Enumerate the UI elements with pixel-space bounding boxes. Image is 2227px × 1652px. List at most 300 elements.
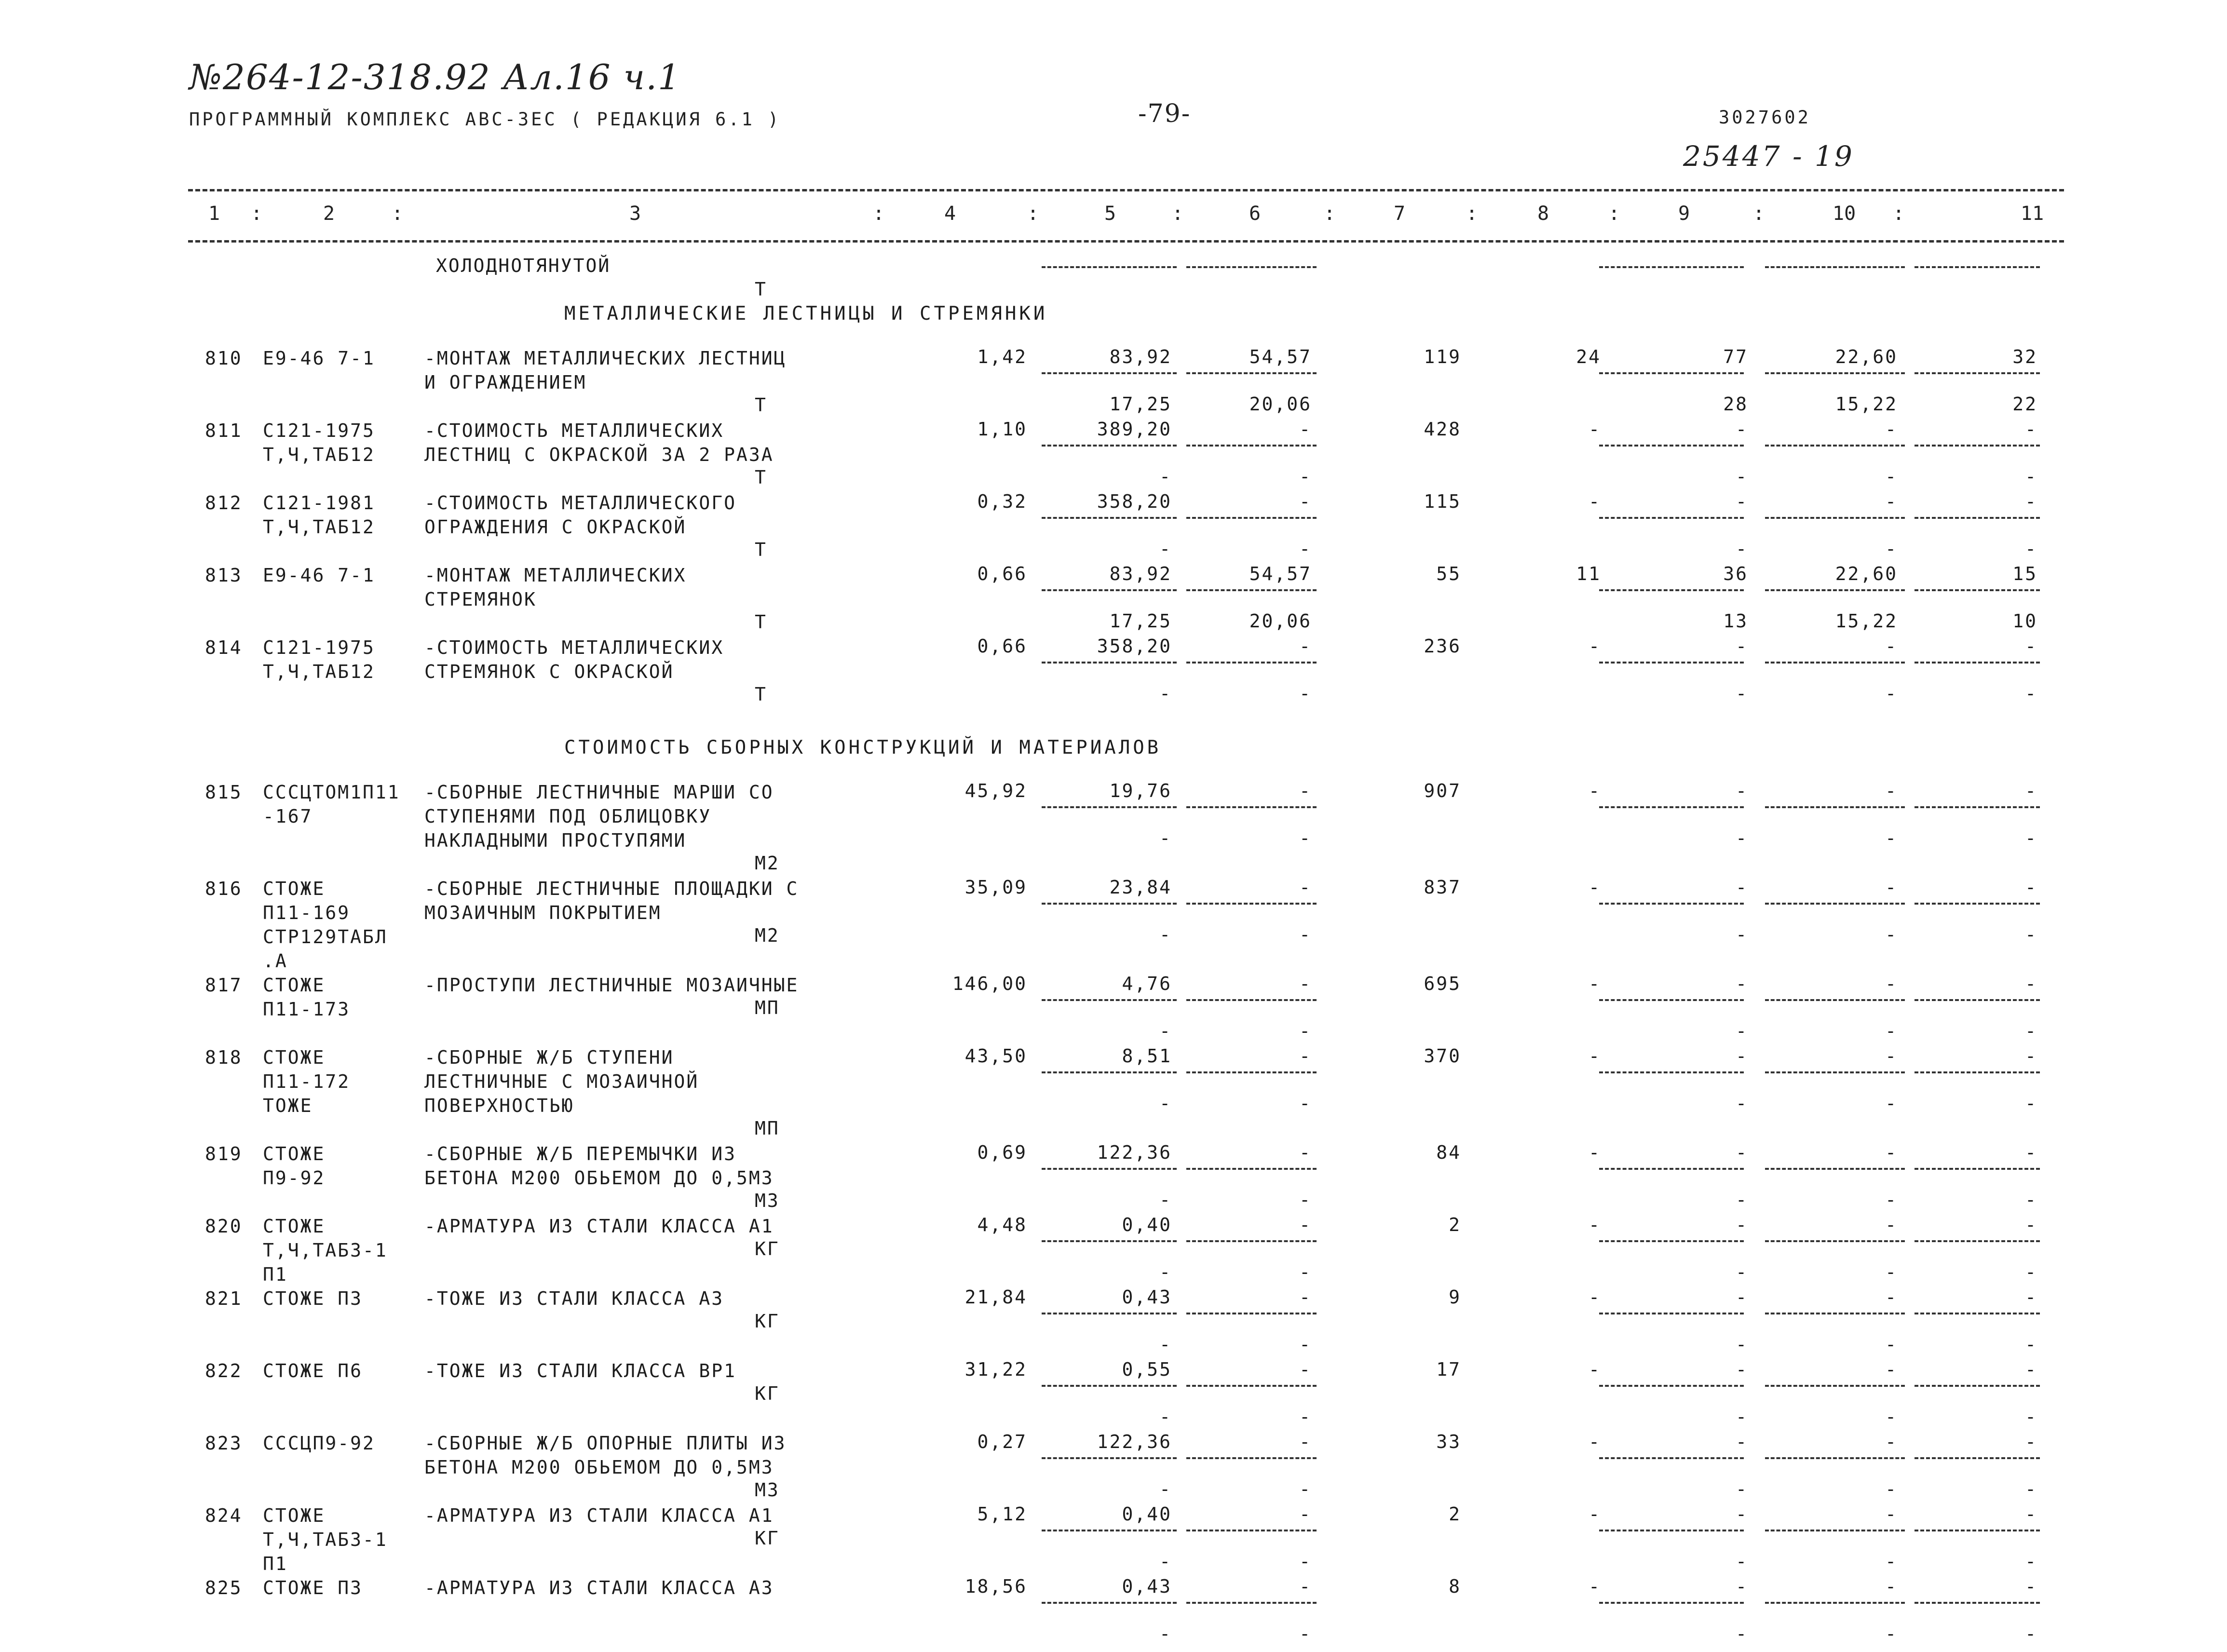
labor-cost: - (1885, 877, 1898, 898)
row-number: 821 (205, 1288, 243, 1309)
cell-divider (1042, 1457, 1177, 1459)
cell-divider (1186, 1602, 1317, 1604)
cell-divider (1599, 445, 1744, 447)
section-title-ladders: МЕТАЛЛИЧЕСКИЕ ЛЕСТНИЦЫ И СТРЕМЯНКИ (564, 303, 1048, 325)
labor-cost: - (1885, 1359, 1898, 1380)
cell-divider (1915, 445, 2040, 447)
cell-divider (1042, 903, 1177, 905)
document-code: 3027602 (1719, 107, 1811, 128)
total-wage: - (1589, 780, 1601, 801)
rate-code: СТОЖЕ П3 (263, 1288, 363, 1309)
column-number: 8 (1537, 203, 1549, 225)
labor-cost-sub: - (1885, 466, 1898, 487)
unit-wage: - (1299, 1431, 1312, 1452)
total-wage: - (1589, 1503, 1601, 1525)
labor-cost: - (1885, 419, 1898, 440)
column-number: 7 (1394, 203, 1406, 225)
row-number: 818 (205, 1047, 243, 1068)
total-cost: 236 (1424, 636, 1461, 657)
labor-total: - (2025, 419, 2037, 440)
unit-cost: 358,20 (1097, 636, 1172, 657)
column-number: 6 (1249, 203, 1261, 225)
labor-cost: 22,60 (1835, 563, 1898, 584)
labor-cost-sub: 15,22 (1835, 610, 1898, 632)
unit-cost-sub: - (1159, 466, 1172, 487)
cell-divider (1599, 517, 1744, 519)
section-title-prefab: СТОИМОСТЬ СБОРНЫХ КОНСТРУКЦИЙ И МАТЕРИАЛОВ (564, 737, 1162, 758)
labor-cost-sub: - (1885, 1406, 1898, 1427)
cell-divider (1599, 1530, 1744, 1531)
machine-cost: 77 (1723, 346, 1748, 367)
labor-cost-sub: - (1885, 1189, 1898, 1210)
row-number: 820 (205, 1216, 243, 1237)
unit-wage: - (1299, 1576, 1312, 1597)
work-description: -СБОРНЫЕ ЛЕСТНИЧНЫЕ ПЛОЩАДКИ С МОЗАИЧНЫМ ПОКРЫТИЕМ (424, 878, 799, 923)
total-cost: 370 (1424, 1045, 1461, 1067)
machine-cost: - (1736, 636, 1748, 657)
rate-code: Е9-46 7-1 (263, 348, 375, 369)
continuation-dash-6 (1186, 266, 1317, 268)
labor-total: - (2025, 973, 2037, 994)
labor-cost: - (1885, 1431, 1898, 1452)
total-cost: 84 (1436, 1142, 1461, 1163)
rate-code: Е9-46 7-1 (263, 565, 375, 586)
work-description: -СТОИМОСТЬ МЕТАЛЛИЧЕСКИХ ЛЕСТНИЦ С ОКРАСКОЙ ЗА 2 РАЗА (424, 420, 774, 465)
labor-total-sub: 22 (2012, 393, 2037, 415)
handwritten-ref-top-right: 25447 - 19 (1683, 140, 1854, 173)
labor-cost: 22,60 (1835, 346, 1898, 367)
table-row (0, 1286, 2227, 1359)
labor-total-sub: - (2025, 1334, 2037, 1355)
cell-divider (1765, 903, 1905, 905)
unit-wage: 54,57 (1249, 346, 1312, 367)
quantity: 1,10 (977, 419, 1027, 440)
total-cost: 33 (1436, 1431, 1461, 1452)
labor-total: - (2025, 1359, 2037, 1380)
column-separator: : (392, 203, 404, 225)
labor-cost: - (1885, 1286, 1898, 1308)
cell-divider (1186, 1457, 1317, 1459)
unit-wage-sub: - (1299, 1406, 1312, 1427)
cell-divider (1599, 806, 1744, 808)
rate-code: СТОЖЕ П3 (263, 1577, 363, 1598)
unit-of-measure: М2 (755, 925, 780, 946)
cell-divider (1765, 1385, 1905, 1387)
unit-cost-sub: - (1159, 538, 1172, 559)
continuation-text: ХОЛОДНОТЯНУТОЙ (436, 255, 611, 276)
unit-of-measure: Т (755, 467, 767, 488)
total-wage: - (1589, 1286, 1601, 1308)
cell-divider (1042, 1071, 1177, 1073)
column-number: 4 (944, 203, 956, 225)
total-wage: - (1589, 1142, 1601, 1163)
machine-cost: - (1736, 973, 1748, 994)
total-cost: 119 (1424, 346, 1461, 367)
unit-cost-sub: - (1159, 1406, 1172, 1427)
column-separator: : (1172, 203, 1184, 225)
machine-cost-sub: 13 (1723, 610, 1748, 632)
unit-wage: 54,57 (1249, 563, 1312, 584)
row-number: 810 (205, 348, 243, 369)
labor-total: - (2025, 877, 2037, 898)
labor-cost: - (1885, 1503, 1898, 1525)
unit-wage-sub: - (1299, 1093, 1312, 1114)
row-number: 815 (205, 782, 243, 803)
cell-divider (1765, 1602, 1905, 1604)
unit-cost: 0,40 (1122, 1214, 1172, 1235)
labor-cost: - (1885, 1142, 1898, 1163)
row-number: 822 (205, 1360, 243, 1381)
rate-code: СТОЖЕ П11-172 ТОЖЕ (263, 1047, 351, 1116)
table-row (0, 1359, 2227, 1431)
labor-total: 32 (2012, 346, 2037, 367)
quantity: 18,56 (964, 1576, 1027, 1597)
machine-cost-sub: - (1736, 538, 1748, 559)
unit-of-measure: М3 (755, 1190, 780, 1211)
unit-wage: - (1299, 1503, 1312, 1525)
cell-divider (1765, 1168, 1905, 1170)
cell-divider (1042, 1602, 1177, 1604)
quantity: 0,66 (977, 636, 1027, 657)
cell-divider (1915, 1457, 2040, 1459)
cell-divider (1915, 999, 2040, 1001)
unit-cost-sub: - (1159, 1093, 1172, 1114)
labor-cost-sub: - (1885, 1334, 1898, 1355)
unit-wage: - (1299, 1045, 1312, 1067)
unit-cost-sub: - (1159, 1623, 1172, 1644)
rate-code: СТОЖЕ П9-92 (263, 1143, 326, 1189)
rate-code: СТОЖЕ Т,Ч,ТАБ3-1 П1 (263, 1216, 388, 1285)
unit-cost: 4,76 (1122, 973, 1172, 994)
cell-divider (1765, 1313, 1905, 1314)
table-row (0, 491, 2227, 563)
cell-divider (1915, 517, 2040, 519)
rate-code: С121-1975 Т,Ч,ТАБ12 (263, 420, 375, 465)
total-wage: - (1589, 636, 1601, 657)
cell-divider (1186, 372, 1317, 374)
work-description: -СБОРНЫЕ Ж/Б ПЕРЕМЫЧКИ ИЗ БЕТОНА М200 ОБЬЕМОМ ДО 0,5М3 (424, 1143, 774, 1189)
labor-cost-sub: - (1885, 924, 1898, 945)
cell-divider (1765, 1530, 1905, 1531)
column-separator: : (1893, 203, 1905, 225)
row-number: 816 (205, 878, 243, 899)
unit-cost: 83,92 (1109, 346, 1172, 367)
table-row (0, 1142, 2227, 1214)
work-description: -СБОРНЫЕ Ж/Б ОПОРНЫЕ ПЛИТЫ ИЗ БЕТОНА М200 ОБЬЕМОМ ДО 0,5М3 (424, 1433, 787, 1478)
work-description: -АРМАТУРА ИЗ СТАЛИ КЛАССА А1 (424, 1216, 774, 1237)
unit-wage-sub: - (1299, 1478, 1312, 1500)
cell-divider (1599, 372, 1744, 374)
cell-divider (1915, 1530, 2040, 1531)
unit-cost: 0,43 (1122, 1286, 1172, 1308)
labor-total: - (2025, 1431, 2037, 1452)
cell-divider (1186, 1168, 1317, 1170)
cell-divider (1186, 1240, 1317, 1242)
work-description: -ПРОСТУПИ ЛЕСТНИЧНЫЕ МОЗАИЧНЫЕ (424, 975, 799, 996)
table-row (0, 877, 2227, 972)
cell-divider (1186, 903, 1317, 905)
cell-divider (1915, 662, 2040, 664)
table-row (0, 419, 2227, 491)
cell-divider (1186, 662, 1317, 664)
unit-of-measure: МП (755, 997, 780, 1018)
labor-cost: - (1885, 1214, 1898, 1235)
row-number: 823 (205, 1433, 243, 1454)
unit-cost: 23,84 (1109, 877, 1172, 898)
work-description: -АРМАТУРА ИЗ СТАЛИ КЛАССА А3 (424, 1577, 774, 1598)
labor-cost: - (1885, 780, 1898, 801)
cell-divider (1042, 1168, 1177, 1170)
column-number: 2 (323, 203, 335, 225)
total-cost: 2 (1449, 1503, 1461, 1525)
rate-code: СССЦП9-92 (263, 1433, 375, 1454)
row-number: 824 (205, 1505, 243, 1526)
machine-cost: - (1736, 1359, 1748, 1380)
cell-divider (1042, 589, 1177, 591)
unit-wage-sub: - (1299, 1551, 1312, 1572)
labor-total-sub: - (2025, 1189, 2037, 1210)
handwritten-ref-top-left: №264-12-318.92 Ал.16 ч.1 (189, 57, 681, 97)
quantity: 43,50 (964, 1045, 1027, 1067)
work-description: -МОНТАЖ МЕТАЛЛИЧЕСКИХ СТРЕМЯНОК (424, 565, 687, 610)
labor-cost-sub: - (1885, 1020, 1898, 1042)
cell-divider (1765, 1240, 1905, 1242)
unit-wage: - (1299, 491, 1312, 512)
labor-cost-sub: - (1885, 1093, 1898, 1114)
cell-divider (1915, 806, 2040, 808)
total-cost: 8 (1449, 1576, 1461, 1597)
column-number: 1 (208, 203, 220, 225)
work-description: -СТОИМОСТЬ МЕТАЛЛИЧЕСКИХ СТРЕМЯНОК С ОКРАСКОЙ (424, 637, 724, 682)
cell-divider (1186, 1071, 1317, 1073)
cell-divider (1186, 806, 1317, 808)
rate-code: СТОЖЕ П11-173 (263, 975, 351, 1020)
cell-divider (1599, 1457, 1744, 1459)
program-title: ПРОГРАММНЫЙ КОМПЛЕКС АВС-3ЕС ( РЕДАКЦИЯ 6.1 ) (189, 109, 781, 130)
continuation-dash-11 (1915, 266, 2040, 268)
labor-total: - (2025, 491, 2037, 512)
rate-code: СТОЖЕ П11-169 СТР129ТАБЛ .А (263, 878, 388, 972)
labor-total-sub: - (2025, 1406, 2037, 1427)
unit-cost-sub: - (1159, 1189, 1172, 1210)
labor-total-sub: - (2025, 1261, 2037, 1283)
quantity: 0,66 (977, 563, 1027, 584)
total-wage: - (1589, 491, 1601, 512)
column-number: 3 (629, 203, 641, 225)
unit-of-measure: КГ (755, 1383, 780, 1404)
labor-cost-sub: - (1885, 827, 1898, 849)
labor-cost-sub: - (1885, 538, 1898, 559)
unit-cost-sub: - (1159, 1020, 1172, 1042)
unit-wage-sub: - (1299, 924, 1312, 945)
cell-divider (1042, 662, 1177, 664)
cell-divider (1042, 806, 1177, 808)
unit-of-measure: Т (755, 684, 767, 705)
labor-total: - (2025, 1576, 2037, 1597)
total-cost: 428 (1424, 419, 1461, 440)
machine-cost-sub: - (1736, 1551, 1748, 1572)
unit-wage-sub: 20,06 (1249, 393, 1312, 415)
cell-divider (1765, 1071, 1905, 1073)
continuation-dash-5 (1042, 266, 1177, 268)
header-rule-top (188, 189, 2064, 191)
quantity: 45,92 (964, 780, 1027, 801)
labor-total-sub: - (2025, 538, 2037, 559)
unit-cost: 0,55 (1122, 1359, 1172, 1380)
machine-cost-sub: - (1736, 1189, 1748, 1210)
quantity: 0,32 (977, 491, 1027, 512)
machine-cost-sub: - (1736, 1478, 1748, 1500)
cell-divider (1186, 1313, 1317, 1314)
total-wage: - (1589, 1431, 1601, 1452)
unit-wage-sub: - (1299, 466, 1312, 487)
total-wage: - (1589, 1045, 1601, 1067)
unit-of-measure: Т (755, 394, 767, 416)
machine-cost: - (1736, 1503, 1748, 1525)
unit-wage: - (1299, 973, 1312, 994)
machine-cost-sub: - (1736, 827, 1748, 849)
cell-divider (1765, 445, 1905, 447)
cell-divider (1042, 445, 1177, 447)
cell-divider (1599, 1313, 1744, 1314)
cell-divider (1915, 372, 2040, 374)
labor-cost-sub: - (1885, 1261, 1898, 1283)
labor-total-sub: - (2025, 924, 2037, 945)
unit-of-measure: МП (755, 1118, 780, 1139)
table-row (0, 346, 2227, 419)
cell-divider (1599, 1602, 1744, 1604)
quantity: 31,22 (964, 1359, 1027, 1380)
unit-wage-sub: - (1299, 1623, 1312, 1644)
rate-code: С121-1975 Т,Ч,ТАБ12 (263, 637, 375, 682)
cell-divider (1042, 1313, 1177, 1314)
unit-wage: - (1299, 1142, 1312, 1163)
unit-wage: - (1299, 877, 1312, 898)
unit-cost: 358,20 (1097, 491, 1172, 512)
machine-cost-sub: - (1736, 1406, 1748, 1427)
machine-cost: - (1736, 1431, 1748, 1452)
cell-divider (1915, 903, 2040, 905)
cell-divider (1765, 806, 1905, 808)
work-description: -СБОРНЫЕ ЛЕСТНИЧНЫЕ МАРШИ СО СТУПЕНЯМИ ПОД ОБЛИЦОВКУ НАКЛАДНЫМИ ПРОСТУПЯМИ (424, 782, 774, 851)
row-number: 813 (205, 565, 243, 586)
quantity: 0,27 (977, 1431, 1027, 1452)
cell-divider (1915, 1385, 2040, 1387)
total-wage: - (1589, 1359, 1601, 1380)
work-description: -ТОЖЕ ИЗ СТАЛИ КЛАССА ВР1 (424, 1360, 736, 1381)
total-cost: 695 (1424, 973, 1461, 994)
labor-cost-sub: 15,22 (1835, 393, 1898, 415)
column-separator: : (1324, 203, 1336, 225)
cell-divider (1186, 589, 1317, 591)
cell-divider (1915, 1168, 2040, 1170)
unit-of-measure: Т (755, 611, 767, 633)
labor-cost-sub: - (1885, 1623, 1898, 1644)
cell-divider (1915, 1313, 2040, 1314)
cell-divider (1915, 1071, 2040, 1073)
quantity: 1,42 (977, 346, 1027, 367)
machine-cost-sub: - (1736, 1334, 1748, 1355)
cell-divider (1186, 517, 1317, 519)
cell-divider (1042, 1530, 1177, 1531)
quantity: 35,09 (964, 877, 1027, 898)
total-cost: 2 (1449, 1214, 1461, 1235)
rate-code: СССЦТОМ1П11 -167 (263, 782, 400, 827)
unit-of-measure: КГ (755, 1528, 780, 1549)
total-cost: 115 (1424, 491, 1461, 512)
cell-divider (1765, 1457, 1905, 1459)
cell-divider (1599, 1385, 1744, 1387)
labor-total-sub: - (2025, 1623, 2037, 1644)
work-description: -АРМАТУРА ИЗ СТАЛИ КЛАССА А1 (424, 1505, 774, 1526)
rate-code: СТОЖЕ П6 (263, 1360, 363, 1381)
unit-wage: - (1299, 636, 1312, 657)
cell-divider (1042, 372, 1177, 374)
column-separator: : (873, 203, 885, 225)
cell-divider (1599, 999, 1744, 1001)
cell-divider (1915, 1240, 2040, 1242)
total-wage: 11 (1576, 563, 1601, 584)
cell-divider (1765, 589, 1905, 591)
labor-cost: - (1885, 1045, 1898, 1067)
table-row (0, 1045, 2227, 1139)
cell-divider (1186, 445, 1317, 447)
unit-cost: 83,92 (1109, 563, 1172, 584)
unit-of-measure: Т (755, 539, 767, 560)
column-separator: : (251, 203, 263, 225)
table-row (0, 1214, 2227, 1286)
unit-cost-sub: - (1159, 683, 1172, 704)
total-wage: - (1589, 419, 1601, 440)
total-cost: 9 (1449, 1286, 1461, 1308)
unit-wage-sub: 20,06 (1249, 610, 1312, 632)
cell-divider (1042, 517, 1177, 519)
total-cost: 55 (1436, 563, 1461, 584)
unit-of-measure: М3 (755, 1479, 780, 1501)
unit-cost-sub: - (1159, 827, 1172, 849)
total-cost: 907 (1424, 780, 1461, 801)
machine-cost: - (1736, 491, 1748, 512)
table-row (0, 973, 2227, 1045)
cell-divider (1042, 1240, 1177, 1242)
column-separator: : (1753, 203, 1765, 225)
labor-total-sub: - (2025, 466, 2037, 487)
unit-wage-sub: - (1299, 1334, 1312, 1355)
unit-wage-sub: - (1299, 538, 1312, 559)
labor-total-sub: - (2025, 1093, 2037, 1114)
header-rule-bottom (188, 240, 2064, 243)
labor-total-sub: - (2025, 683, 2037, 704)
labor-total-sub: 10 (2012, 610, 2037, 632)
unit-cost: 122,36 (1097, 1431, 1172, 1452)
unit-cost: 389,20 (1097, 419, 1172, 440)
labor-cost: - (1885, 636, 1898, 657)
labor-total-sub: - (2025, 827, 2037, 849)
total-wage: 24 (1576, 346, 1601, 367)
total-wage: - (1589, 877, 1601, 898)
cell-divider (1599, 1168, 1744, 1170)
unit-of-measure: КГ (755, 1238, 780, 1259)
labor-total: - (2025, 1503, 2037, 1525)
cell-divider (1765, 999, 1905, 1001)
quantity: 146,00 (952, 973, 1027, 994)
labor-cost: - (1885, 491, 1898, 512)
labor-total-sub: - (2025, 1478, 2037, 1500)
column-number: 10 (1833, 203, 1856, 225)
labor-cost: - (1885, 1576, 1898, 1597)
machine-cost: - (1736, 1286, 1748, 1308)
machine-cost-sub: 28 (1723, 393, 1748, 415)
